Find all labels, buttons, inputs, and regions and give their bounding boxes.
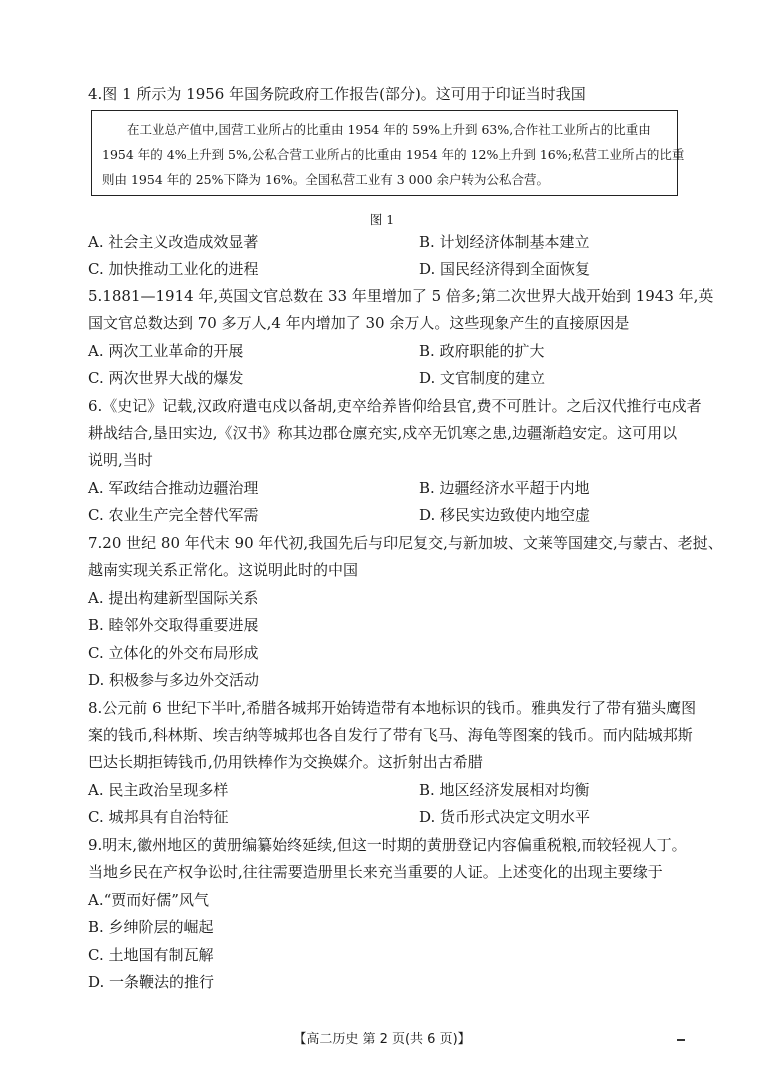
q4-quote-line-1: 在工业总产值中,国营工业所占的比重由 1954 年的 59%上升到 63%,合作社工业所占的比重由 — [127, 122, 651, 137]
q5-stem-line-2: 国文官总数达到 70 多万人,4 年内增加了 30 余万人。这些现象产生的直接原因是 — [88, 314, 630, 332]
q6-stem-line-2: 耕战结合,垦田实边,《汉书》称其边郡仓廪充实,戍卒无饥寒之患,边疆渐趋安定。这可用以 — [88, 424, 678, 442]
q6-option-a: A. 军政结合推动边疆治理 — [88, 479, 259, 497]
q4-option-c: C. 加快推动工业化的进程 — [88, 260, 259, 278]
q8-stem-line-3: 巴达长期拒铸钱币,仍用铁棒作为交换媒介。这折射出古希腊 — [88, 753, 483, 771]
q8-option-c: C. 城邦具有自治特征 — [88, 808, 229, 826]
footer-dash-mark — [677, 1039, 685, 1041]
q4-option-a: A. 社会主义改造成效显著 — [88, 233, 259, 251]
q6-stem-line-1: 6.《史记》记载,汉政府遣屯戍以备胡,吏卒给养皆仰给县官,费不可胜计。之后汉代推行屯戍者 — [88, 397, 702, 415]
q4-quote-line-3: 则由 1954 年的 25%下降为 16%。全国私营工业有 3 000 余户转为公私合营。 — [102, 172, 550, 187]
q5-option-c: C. 两次世界大战的爆发 — [88, 369, 244, 387]
q5-option-d: D. 文官制度的建立 — [419, 369, 546, 387]
q8-option-d: D. 货币形式决定文明水平 — [419, 808, 591, 826]
q4-quote-line-2: 1954 年的 4%上升到 5%,公私合营工业所占的比重由 1954 年的 12%上升到 16%;私营工业所占的比重 — [102, 147, 685, 162]
q8-stem-line-2: 案的钱币,科林斯、埃吉纳等城邦也各自发行了带有飞马、海龟等图案的钱币。而内陆城邦斯 — [88, 726, 693, 744]
q9-option-a: A.“贾而好儒”风气 — [88, 891, 209, 909]
q8-option-b: B. 地区经济发展相对均衡 — [419, 781, 590, 799]
figure-caption: 图 1 — [369, 212, 395, 227]
q4-stem-line-1: 4.图 1 所示为 1956 年国务院政府工作报告(部分)。这可用于印证当时我国 — [88, 85, 586, 103]
q8-option-a: A. 民主政治呈现多样 — [88, 781, 229, 799]
q5-stem-line-1: 5.1881—1914 年,英国文官总数在 33 年里增加了 5 倍多;第二次世界大战开始到 1943 年,英 — [88, 287, 714, 305]
q6-stem-line-3: 说明,当时 — [88, 451, 153, 469]
q6-option-d: D. 移民实边致使内地空虚 — [419, 506, 591, 524]
q7-stem-line-2: 越南实现关系正常化。这说明此时的中国 — [88, 561, 359, 579]
q7-stem-line-1: 7.20 世纪 80 年代末 90 年代初,我国先后与印尼复交,与新加坡、文莱等国建交,与蒙古、老挝、 — [88, 534, 723, 552]
q4-option-b: B. 计划经济体制基本建立 — [419, 233, 590, 251]
q7-option-d: D. 积极参与多边外交活动 — [88, 671, 260, 689]
q6-option-c: C. 农业生产完全替代军需 — [88, 506, 259, 524]
q7-option-b: B. 睦邻外交取得重要进展 — [88, 616, 259, 634]
page-footer: 【高二历史 第 2 页(共 6 页)】 — [293, 1032, 471, 1047]
q9-option-b: B. 乡绅阶层的崛起 — [88, 918, 214, 936]
q9-stem-line-2: 当地乡民在产权争讼时,往往需要造册里长来充当重要的人证。上述变化的出现主要缘于 — [88, 863, 663, 881]
q9-option-c: C. 土地国有制瓦解 — [88, 946, 214, 964]
q9-stem-line-1: 9.明末,徽州地区的黄册编纂始终延续,但这一时期的黄册登记内容偏重税粮,而较轻视人丁。 — [88, 836, 687, 854]
q6-option-b: B. 边疆经济水平超于内地 — [419, 479, 590, 497]
q8-stem-line-1: 8.公元前 6 世纪下半叶,希腊各城邦开始铸造带有本地标识的钱币。雅典发行了带有猫头鹰图 — [88, 699, 697, 717]
q4-quote-box — [91, 110, 685, 196]
q5-option-a: A. 两次工业革命的开展 — [88, 342, 244, 360]
q5-option-b: B. 政府职能的扩大 — [419, 342, 545, 360]
q4-option-d: D. 国民经济得到全面恢复 — [419, 260, 591, 278]
q9-option-d: D. 一条鞭法的推行 — [88, 973, 215, 991]
q7-option-a: A. 提出构建新型国际关系 — [88, 589, 259, 607]
q7-option-c: C. 立体化的外交布局形成 — [88, 644, 259, 662]
